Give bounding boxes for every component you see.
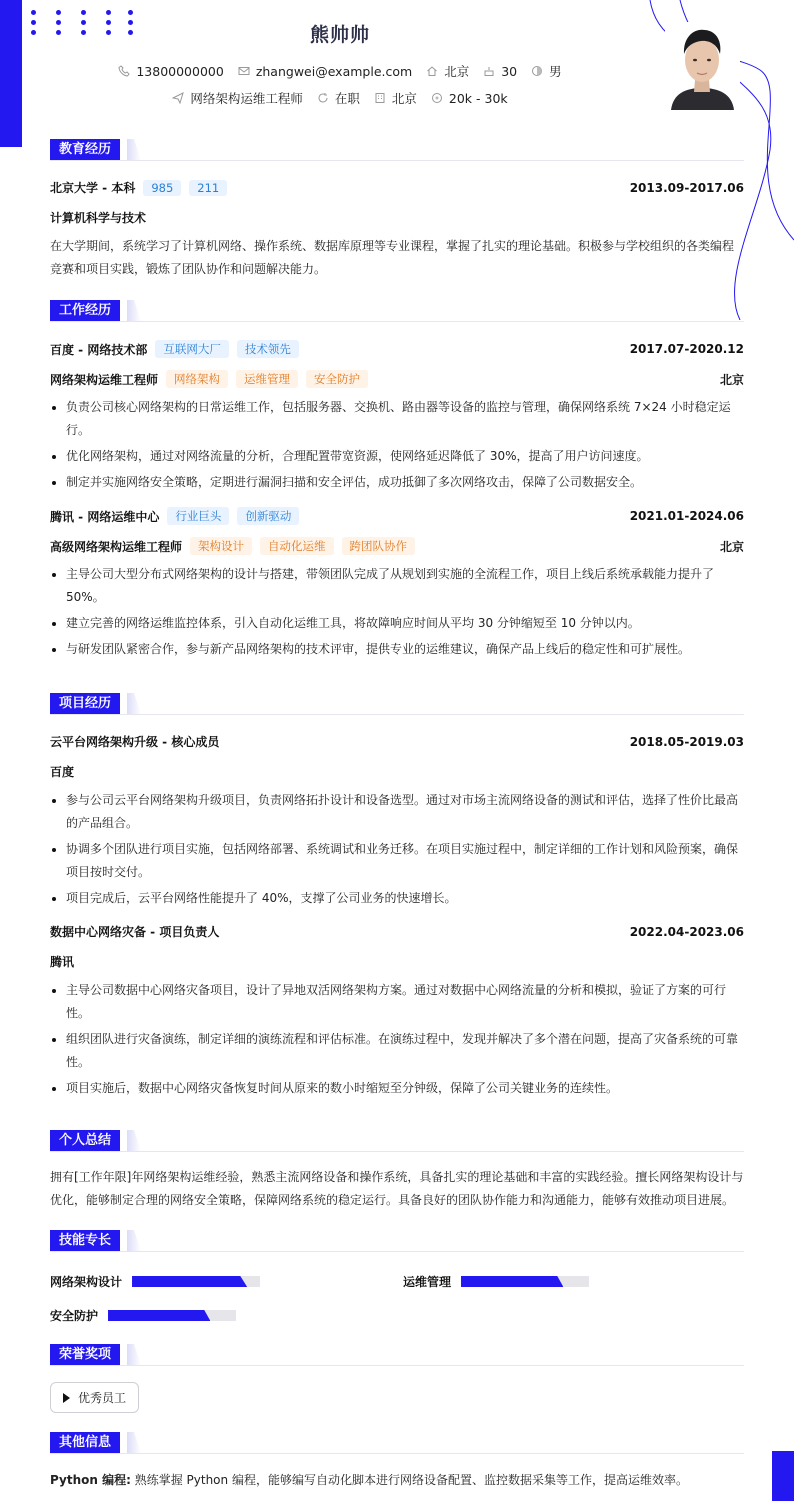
cake-icon (483, 65, 495, 77)
section-title: 项目经历 (50, 693, 120, 714)
education-section (50, 139, 744, 281)
role-tag: 跨团队协作 (342, 537, 416, 555)
decorative-right-bar (772, 1451, 794, 1501)
salary-info (431, 91, 508, 106)
project-period: 2022.04-2023.06 (629, 924, 744, 939)
skill-level-fill (132, 1276, 247, 1287)
list-item: 参与公司云平台网络架构升级项目，负责网络拓扑设计和设备选型。通过对市场主流网络设备的测试和评估，选择了性价比最高的产品组合。 (50, 789, 744, 835)
role-tag: 网络架构 (166, 370, 228, 388)
candidate-name: 熊帅帅 (309, 24, 370, 46)
gender-info (531, 62, 562, 80)
company-tag: 行业巨头 (167, 507, 229, 525)
project-company-row (50, 953, 744, 970)
list-item: 主导公司数据中心网络灾备项目，设计了异地双活网络架构方案。通过对数据中心网络流量的分析和模拟，验证了方案的可行性。 (50, 979, 744, 1025)
summary-text: 拥有[工作年限]年网络架构运维经验，熟悉主流网络设备和操作系统，具备扎实的理论基础和丰富的实践经验。擅长网络架构设计与优化，能够制定合理的网络安全策略，保障网络系统的稳定运行。具备良好的团队协作能力和沟通能力，能够有效推动项目进展。 (50, 1170, 744, 1207)
mail-icon (238, 65, 250, 77)
job-location: 北京 (719, 539, 744, 554)
project-company: 腾讯 (50, 955, 75, 969)
major-name: 计算机科学与技术 (50, 211, 147, 225)
education-period: 2013.09-2017.06 (629, 180, 744, 195)
company-tag: 创新驱动 (237, 507, 299, 525)
job-info-row (0, 89, 680, 107)
list-item: 组织团队进行灾备演练，制定详细的演练流程和评估标准。在演练过程中，发现并解决了多个潜在问题，提高了灾备系统的可靠性。 (50, 1028, 744, 1074)
job-period: 2021.01-2024.06 (629, 509, 744, 523)
city-text: 北京 (444, 64, 470, 79)
role-name: 高级网络架构运维工程师 (50, 539, 183, 554)
summary-header (50, 1130, 744, 1152)
section-title: 教育经历 (50, 139, 120, 160)
role-name: 网络架构运维工程师 (50, 372, 159, 387)
job-role-row (50, 537, 744, 555)
company-name: 百度 - 网络技术部 (50, 342, 148, 357)
project-company: 百度 (50, 765, 75, 779)
summary-section (50, 1130, 744, 1212)
other-info (50, 1469, 744, 1492)
age-text: 30 (501, 63, 518, 79)
work-city-text: 北京 (391, 91, 417, 106)
skill-item (50, 1307, 236, 1324)
phone-icon (118, 65, 130, 77)
work-header (50, 300, 744, 322)
play-icon (63, 1393, 70, 1403)
refresh-icon (317, 92, 329, 104)
city-info (426, 62, 469, 80)
company-tag: 技术领先 (237, 340, 299, 358)
company-tag: 互联网大厂 (155, 340, 229, 358)
job-period: 2017.07-2020.12 (629, 342, 744, 356)
project-company-row (50, 763, 744, 780)
section-title: 个人总结 (50, 1130, 120, 1151)
skill-bar (132, 1276, 260, 1287)
job-company-row (50, 507, 744, 525)
skill-bar (108, 1310, 236, 1321)
skill-item (50, 1273, 260, 1290)
list-item: 项目实施后，数据中心网络灾备恢复时间从原来的数小时缩短至分钟级，保障了公司关键业务的连续性。 (50, 1077, 744, 1100)
job-location: 北京 (719, 372, 744, 387)
skill-level-fill (461, 1276, 563, 1287)
send-icon (172, 92, 184, 104)
honors-section (50, 1344, 744, 1366)
award-button[interactable] (50, 1382, 139, 1413)
job-title-text: 网络架构运维工程师 (190, 91, 303, 106)
work-section (50, 300, 744, 664)
skill-name: 网络架构设计 (50, 1275, 123, 1289)
list-item: 负责公司核心网络架构的日常运维工作，包括服务器、交换机、路由器等设备的监控与管理，确保网络系统 7×24 小时稳定运行。 (50, 396, 744, 442)
gender-text: 男 (549, 64, 562, 79)
job-title-info (172, 89, 303, 107)
section-title: 工作经历 (50, 300, 120, 321)
list-item: 优化网络架构，通过对网络流量的分析，合理配置带宽资源，使网络延迟降低了 30%，提高了用户访问速度。 (50, 445, 744, 468)
education-header (50, 139, 744, 161)
skills-section (50, 1230, 744, 1252)
award-label: 优秀员工 (78, 1391, 127, 1405)
section-title: 其他信息 (50, 1432, 120, 1453)
role-tag: 自动化运维 (260, 537, 334, 555)
project-name: 数据中心网络灾备 - 项目负责人 (50, 925, 220, 939)
school-tag: 985 (143, 180, 181, 196)
skill-name: 运维管理 (403, 1275, 452, 1289)
list-item: 与研发团队紧密合作，参与新产品网络架构的技术评审，提供专业的运维建议，确保产品上线后的稳定性和可扩展性。 (50, 638, 744, 661)
gender-icon (531, 65, 543, 77)
project-bullets (50, 789, 744, 910)
project-row (50, 733, 744, 750)
skills-header (50, 1230, 744, 1252)
school-tag: 211 (189, 180, 227, 196)
age-info (483, 64, 517, 79)
coin-icon (431, 92, 443, 104)
job-bullets (50, 563, 744, 661)
education-row (50, 179, 744, 196)
other-label: Python 编程: (50, 1473, 131, 1487)
phone-text: 13800000000 (136, 63, 224, 79)
home-icon (426, 65, 438, 77)
project-row (50, 923, 744, 940)
list-item: 建立完善的网络运维监控体系，引入自动化运维工具，将故障响应时间从平均 30 分钟缩短至 10 分钟以内。 (50, 612, 744, 635)
other-text: 熟练掌握 Python 编程，能够编写自动化脚本进行网络设备配置、监控数据采集等工作，提高运维效率。 (134, 1473, 688, 1487)
job-bullets (50, 396, 744, 494)
email-info (238, 64, 412, 79)
other-header (50, 1432, 744, 1454)
role-tag: 安全防护 (306, 370, 368, 388)
skill-bar (461, 1276, 589, 1287)
list-item: 主导公司大型分布式网络架构的设计与搭建，带领团队完成了从规划到实施的全流程工作，项目上线后系统承载能力提升了 50%。 (50, 563, 744, 609)
projects-header (50, 693, 744, 715)
projects-section (50, 693, 744, 1103)
education-description: 在大学期间，系统学习了计算机网络、操作系统、数据库原理等专业课程，掌握了扎实的理论基础。积极参与学校组织的各类编程竞赛和项目实践，锻炼了团队协作和问题解决能力。 (50, 239, 735, 276)
phone-info (118, 64, 223, 79)
work-city-info (374, 89, 417, 107)
contact-info-row (0, 62, 680, 80)
company-name: 腾讯 - 网络运维中心 (50, 509, 160, 524)
project-period: 2018.05-2019.03 (629, 734, 744, 749)
list-item: 项目完成后，云平台网络性能提升了 40%，支撑了公司业务的快速增长。 (50, 887, 744, 910)
section-title: 技能专长 (50, 1230, 120, 1251)
project-name: 云平台网络架构升级 - 核心成员 (50, 735, 220, 749)
avatar (665, 22, 740, 110)
section-title: 荣誉奖项 (50, 1344, 120, 1365)
building-icon (374, 92, 386, 104)
role-tag: 运维管理 (236, 370, 298, 388)
honors-header (50, 1344, 744, 1366)
email-text: zhangwei@example.com (255, 63, 413, 79)
list-item: 协调多个团队进行项目实施，包括网络部署、系统调试和业务迁移。在项目实施过程中，制定详细的工作计划和风险预案，确保项目按时交付。 (50, 838, 744, 884)
list-item: 制定并实施网络安全策略，定期进行漏洞扫描和安全评估，成功抵御了多次网络攻击，保障了公司数据安全。 (50, 471, 744, 494)
job-company-row (50, 340, 744, 358)
project-bullets (50, 979, 744, 1100)
school-name: 北京大学 - 本科 (50, 181, 136, 195)
skill-level-fill (108, 1310, 210, 1321)
other-section (50, 1432, 744, 1492)
major-row (50, 209, 744, 226)
status-info (317, 89, 360, 107)
skill-name: 安全防护 (50, 1309, 99, 1323)
salary-text: 20k - 30k (448, 90, 508, 106)
skill-item (403, 1273, 589, 1290)
job-role-row (50, 370, 744, 388)
role-tag: 架构设计 (190, 537, 252, 555)
status-text: 在职 (334, 91, 360, 106)
